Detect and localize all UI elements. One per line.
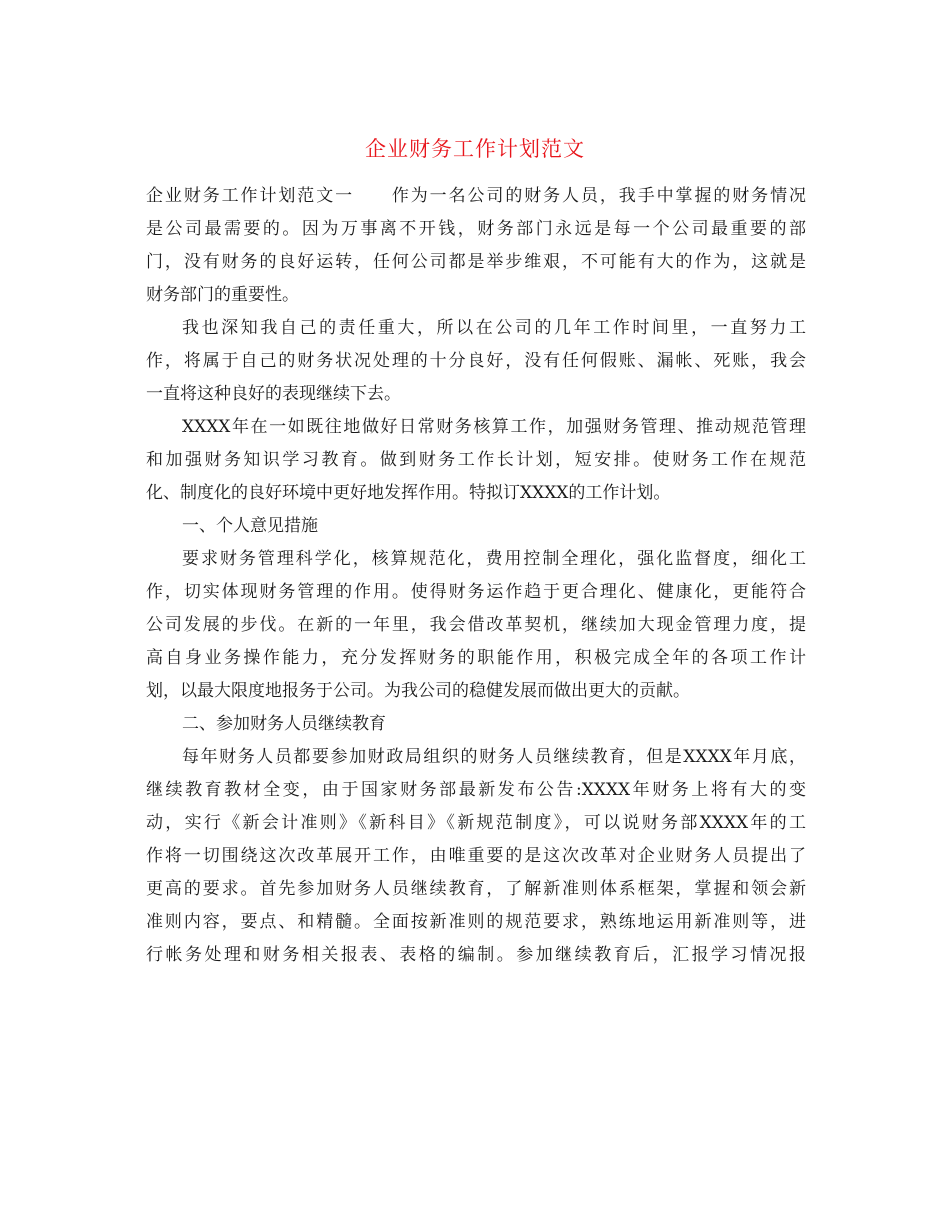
- text-line: 一直将这种良好的表现继续下去。: [146, 384, 401, 404]
- text-line: 每年财务人员都要参加财政局组织的财务人员继续教育，但是XXXX年月底，: [182, 747, 806, 767]
- text-line: 和加强财务知识学习教育。做到财务工作长计划，短安排。使财务工作在规范: [146, 450, 806, 470]
- text-line: XXXX年在一如既往地做好日常财务核算工作，加强财务管理、推动规范管理: [182, 417, 806, 437]
- text-line: 更高的要求。首先参加财务人员继续教育，了解新准则体系框架，掌握和领会新: [146, 879, 806, 899]
- document-body: [146, 180, 806, 972]
- text-line: 门，没有财务的良好运转，任何公司都是举步维艰，不可能有大的作为，这就是: [146, 252, 806, 272]
- text-line: 作将一切围绕这次改革展开工作，由唯重要的是这次改革对企业财务人员提出了: [146, 846, 806, 866]
- text-line: 继续教育教材全变，由于国家财务部最新发布公告:XXXX年财务上将有大的变: [146, 780, 806, 800]
- text-line: 准则内容，要点、和精髓。全面按新准则的规范要求，熟练地运用新准则等，进: [146, 912, 806, 932]
- document-title: 企业财务工作计划范文: [365, 137, 585, 161]
- text-line: 是公司最需要的。因为万事离不开钱，财务部门永远是每一个公司最重要的部: [146, 219, 806, 239]
- text-line: 要求财务管理科学化，核算规范化，费用控制全理化，强化监督度，细化工: [182, 549, 806, 569]
- text-line: 企业财务工作计划范文一 作为一名公司的财务人员，我手中掌握的财务情况: [146, 186, 806, 206]
- text-line: 财务部门的重要性。: [146, 285, 299, 305]
- text-line: 行帐务处理和财务相关报表、表格的编制。参加继续教育后，汇报学习情况报: [146, 945, 806, 965]
- section-heading: 二、参加财务人员继续教育: [182, 714, 386, 734]
- text-line: 划，以最大限度地报务于公司。为我公司的稳健发展而做出更大的贡献。: [146, 681, 690, 701]
- text-line: 化、制度化的良好环境中更好地发挥作用。特拟订XXXX的工作计划。: [146, 483, 671, 503]
- text-line: 我也深知我自己的责任重大，所以在公司的几年工作时间里，一直努力工: [182, 318, 806, 338]
- text-line: 作，将属于自己的财务状况处理的十分良好，没有任何假账、漏帐、死账，我会: [146, 351, 806, 371]
- section-heading: 一、个人意见措施: [182, 516, 318, 536]
- text-line: 公司发展的步伐。在新的一年里，我会借改革契机，继续加大现金管理力度，提: [146, 615, 806, 635]
- text-line: 高自身业务操作能力，充分发挥财务的职能作用，积极完成全年的各项工作计: [146, 648, 806, 668]
- text-line: 作，切实体现财务管理的作用。使得财务运作趋于更合理化、健康化，更能符合: [146, 582, 806, 602]
- text-line: 动，实行《新会计准则》《新科目》《新规范制度》，可以说财务部XXXX年的工: [146, 813, 806, 833]
